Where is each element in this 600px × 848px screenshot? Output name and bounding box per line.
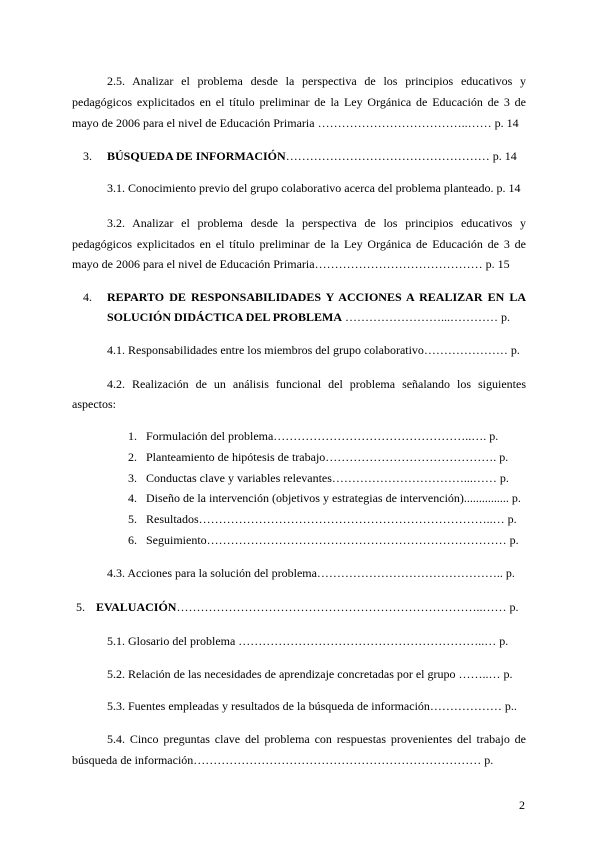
toc-entry-3-2-line-1: 3.2. Analizar el problema desde la perspectiva de los principios educativos y bbox=[107, 216, 526, 230]
list-item: Seguimiento………………………………………………………………… p. bbox=[146, 533, 519, 547]
list-item: Diseño de la intervención (objetivos y estrategias de intervención)............... p. bbox=[146, 491, 521, 505]
list-item-number: 2. bbox=[128, 450, 137, 464]
list-item: Planteamiento de hipótesis de trabajo……………………………………. p. bbox=[146, 450, 509, 464]
list-item-number: 3. bbox=[128, 471, 137, 485]
toc-section-3-title: BÚSQUEDA DE INFORMACIÓN bbox=[107, 149, 286, 163]
toc-entry-4-2-line-1: 4.2. Realización de un análisis funcional del problema señalando los siguientes bbox=[107, 377, 526, 391]
toc-entry-5-3: 5.3. Fuentes empleadas y resultados de la búsqueda de información……………… p.. bbox=[107, 699, 517, 713]
toc-section-4-line-2 bbox=[107, 307, 510, 327]
toc-entry-2-5-line-3: mayo de 2006 para el nivel de Educación Primaria ………………………………..…… p. 14 bbox=[72, 116, 519, 130]
toc-entry-5-4-line-1: 5.4. Cinco preguntas clave del problema con respuestas provenientes del trabajo de bbox=[107, 732, 526, 746]
toc-entry-5-4-line-2: búsqueda de información……………………………………………………………… p. bbox=[72, 753, 494, 767]
list-item-number: 4. bbox=[128, 491, 137, 505]
page-number: 2 bbox=[519, 798, 525, 812]
list-item: Formulación del problema…………………………………………..…. p. bbox=[146, 429, 499, 443]
list-item-number: 6. bbox=[128, 533, 137, 547]
toc-entry-3-2-line-2: pedagógicos explicitados en el título preliminar de la Ley Orgánica de Educación de 3 de bbox=[72, 237, 526, 251]
toc-section-5-leader: …………………………………………………………………..…… p. bbox=[176, 600, 519, 614]
toc-section-5 bbox=[96, 597, 518, 617]
toc-entry-5-1: 5.1. Glosario del problema ……………………………………………………..… p. bbox=[107, 634, 509, 648]
toc-entry-5-2: 5.2. Relación de las necesidades de aprendizaje concretadas por el grupo ……..… p. bbox=[107, 667, 513, 681]
list-item: Conductas clave y variables relevantes……………………………...…… p. bbox=[146, 471, 509, 485]
toc-section-4-title-line-2: SOLUCIÓN DIDÁCTICA DEL PROBLEMA bbox=[107, 310, 343, 324]
list-item-number: 1. bbox=[128, 429, 137, 443]
toc-section-5-title: EVALUACIÓN bbox=[96, 600, 177, 614]
toc-section-4-title-line-1: REPARTO DE RESPONSABILIDADES Y ACCIONES A REALIZAR EN LA bbox=[107, 290, 526, 304]
toc-section-4-leader: ……………………...………… p. bbox=[345, 310, 511, 324]
toc-section-5-number: 5. bbox=[76, 600, 85, 614]
toc-entry-4-1: 4.1. Responsabilidades entre los miembros del grupo colaborativo………………… p. bbox=[107, 343, 520, 357]
toc-entry-3-2-line-3: mayo de 2006 para el nivel de Educación Primaria…………………………………… p. 15 bbox=[72, 257, 510, 271]
toc-section-3-number: 3. bbox=[83, 149, 92, 163]
toc-entry-2-5-line-1: 2.5. Analizar el problema desde la perspectiva de los principios educativos y bbox=[107, 74, 526, 88]
toc-entry-4-3: 4.3. Acciones para la solución del problema……………………………………….. p. bbox=[107, 566, 515, 580]
toc-section-4-number: 4. bbox=[83, 290, 92, 304]
toc-entry-3-1: 3.1. Conocimiento previo del grupo colaborativo acerca del problema planteado. p. 14 bbox=[107, 181, 521, 195]
toc-entry-2-5-line-2: pedagógicos explicitados en el título preliminar de la Ley Orgánica de Educación de 3 de bbox=[72, 95, 526, 109]
toc-section-3-leader: …………………………………………… p. 14 bbox=[285, 149, 517, 163]
toc-section-3 bbox=[107, 146, 517, 166]
list-item: Resultados………………………………………………………………..… p. bbox=[146, 512, 517, 526]
list-item-number: 5. bbox=[128, 512, 137, 526]
toc-entry-4-2-line-2: aspectos: bbox=[72, 397, 116, 411]
